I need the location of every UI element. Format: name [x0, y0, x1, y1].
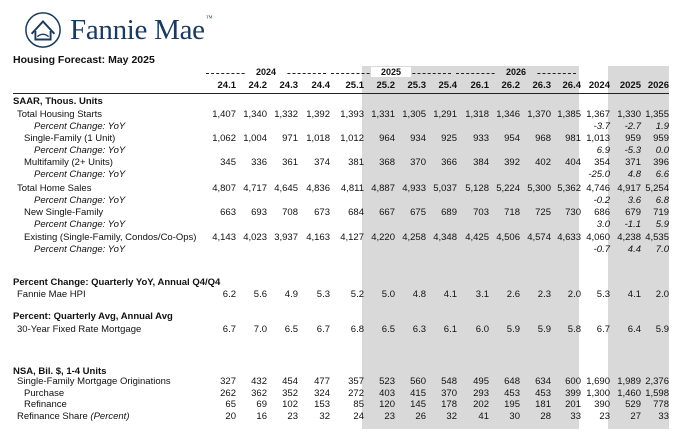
column-header-24-4: 24.4	[311, 80, 330, 91]
cell-value: 370	[410, 157, 426, 168]
row-label: Percent Change: YoY	[34, 195, 126, 206]
cell-value: 4.1	[443, 289, 457, 300]
cell-value: 415	[410, 388, 426, 399]
row-label: Single-Family (1 Unit)	[24, 133, 116, 144]
cell-value: 1,018	[306, 133, 330, 144]
cell-value: 2.6	[506, 289, 520, 300]
cell-value: 6.3	[412, 324, 426, 335]
cell-value: 6.4	[627, 324, 641, 335]
house-emblem-icon	[24, 11, 62, 49]
cell-value: 689	[441, 207, 457, 218]
row-label: Percent Change: YoY	[34, 121, 126, 132]
cell-value: 4,238	[617, 232, 641, 243]
cell-value: 454	[282, 376, 298, 387]
cell-value: 26	[415, 411, 426, 422]
row-label: Percent Change: YoY	[34, 145, 126, 156]
row-label: Purchase	[24, 388, 65, 399]
cell-value: 925	[441, 133, 457, 144]
column-header-25-2: 25.2	[376, 80, 395, 91]
cell-value: 5.2	[350, 289, 364, 300]
cell-value: 4,574	[527, 232, 551, 243]
cell-value: -2.7	[624, 121, 641, 132]
cell-value: 5.0	[381, 289, 395, 300]
cell-value: 354	[594, 157, 610, 168]
cell-value: 23	[599, 411, 610, 422]
cell-value: 971	[282, 133, 298, 144]
cell-value: 28	[540, 411, 551, 422]
cell-value: -3.7	[593, 121, 610, 132]
cell-value: 24	[353, 411, 364, 422]
cell-value: 1,012	[340, 133, 364, 144]
cell-value: 964	[379, 133, 395, 144]
row-label: Percent Change: YoY	[34, 169, 126, 180]
cell-value: 5.3	[316, 289, 330, 300]
cell-value: 5.8	[567, 324, 581, 335]
cell-value: 357	[348, 376, 364, 387]
cell-value: 371	[625, 157, 641, 168]
column-header-26-1: 26.1	[470, 80, 489, 91]
cell-value: 3.6	[627, 195, 641, 206]
cell-value: 381	[348, 157, 364, 168]
cell-value: 16	[256, 411, 267, 422]
cell-value: 560	[410, 376, 426, 387]
cell-value: 402	[535, 157, 551, 168]
cell-value: 1,407	[212, 109, 236, 120]
cell-value: 6.8	[350, 324, 364, 335]
cell-value: 3.1	[475, 289, 489, 300]
header-rule	[13, 93, 669, 94]
cell-value: 7.0	[253, 324, 267, 335]
year-group-2025: 2025	[331, 67, 451, 79]
cell-value: 32	[319, 411, 330, 422]
cell-value: 4.8	[412, 289, 426, 300]
cell-value: 384	[473, 157, 489, 168]
cell-value: 4,258	[402, 232, 426, 243]
cell-value: 195	[504, 399, 520, 410]
cell-value: 934	[410, 133, 426, 144]
cell-value: 4,060	[586, 232, 610, 243]
column-header-25-3: 25.3	[407, 80, 426, 91]
row-label: Refinance Share (Percent)	[17, 411, 130, 422]
cell-value: 4,425	[465, 232, 489, 243]
cell-value: 390	[594, 399, 610, 410]
row-label: NSA, Bil. $, 1-4 Units	[13, 366, 107, 377]
cell-value: 262	[220, 388, 236, 399]
cell-value: 4,836	[306, 183, 330, 194]
cell-value: 981	[565, 133, 581, 144]
cell-value: 6.7	[222, 324, 236, 335]
cell-value: 2.3	[537, 289, 551, 300]
cell-value: 718	[504, 207, 520, 218]
cell-value: -1.1	[624, 219, 641, 230]
cell-value: 6.7	[316, 324, 330, 335]
cell-value: 1,690	[586, 376, 610, 387]
cell-value: 725	[535, 207, 551, 218]
cell-value: 667	[379, 207, 395, 218]
cell-value: 4,807	[212, 183, 236, 194]
cell-value: 4.9	[284, 289, 298, 300]
cell-value: 370	[441, 388, 457, 399]
column-header-2024: 2024	[588, 80, 610, 91]
cell-value: 361	[282, 157, 298, 168]
cell-value: 2.0	[655, 289, 669, 300]
cell-value: 374	[314, 157, 330, 168]
cell-value: 1,318	[465, 109, 489, 120]
cell-value: 5.6	[253, 289, 267, 300]
cell-value: 30	[509, 411, 520, 422]
cell-value: 959	[625, 133, 641, 144]
cell-value: 1,340	[243, 109, 267, 120]
cell-value: 1,393	[340, 109, 364, 120]
cell-value: 959	[653, 133, 669, 144]
cell-value: 4,887	[371, 183, 395, 194]
cell-value: 2,376	[645, 376, 669, 387]
cell-value: 708	[282, 207, 298, 218]
cell-value: 673	[314, 207, 330, 218]
cell-value: 1.9	[655, 121, 669, 132]
cell-value: 23	[384, 411, 395, 422]
cell-value: 778	[653, 399, 669, 410]
cell-value: 6.0	[475, 324, 489, 335]
cell-value: 368	[379, 157, 395, 168]
cell-value: 600	[565, 376, 581, 387]
cell-value: 178	[441, 399, 457, 410]
cell-value: 730	[565, 207, 581, 218]
cell-value: 686	[594, 207, 610, 218]
cell-value: 684	[348, 207, 364, 218]
cell-value: 1,989	[617, 376, 641, 387]
cell-value: 5.9	[655, 324, 669, 335]
cell-value: 1,598	[645, 388, 669, 399]
column-header-26-2: 26.2	[501, 80, 520, 91]
column-header-24-3: 24.3	[279, 80, 298, 91]
row-label: Single-Family Mortgage Originations	[17, 376, 171, 387]
section-heading	[0, 96, 680, 109]
cell-value: 7.0	[655, 244, 669, 255]
cell-value: 85	[353, 399, 364, 410]
cell-value: 201	[565, 399, 581, 410]
cell-value: 4,645	[274, 183, 298, 194]
cell-value: 352	[282, 388, 298, 399]
row-label: SAAR, Thous. Units	[13, 96, 103, 107]
cell-value: 69	[256, 399, 267, 410]
column-header-26-4: 26.4	[562, 80, 581, 91]
cell-value: 4,933	[402, 183, 426, 194]
cell-value: 1,460	[617, 388, 641, 399]
cell-value: 33	[570, 411, 581, 422]
cell-value: 679	[625, 207, 641, 218]
cell-value: 5.3	[596, 289, 610, 300]
cell-value: 453	[535, 388, 551, 399]
cell-value: 548	[441, 376, 457, 387]
cell-value: 675	[410, 207, 426, 218]
cell-value: 1,305	[402, 109, 426, 120]
cell-value: -25.0	[588, 169, 610, 180]
row-label: Total Housing Starts	[17, 109, 103, 120]
row-label: New Single-Family	[24, 207, 104, 218]
cell-value: 1,385	[557, 109, 581, 120]
cell-value: 396	[653, 157, 669, 168]
cell-value: 5,128	[465, 183, 489, 194]
year-group-2026: 2026	[456, 67, 576, 79]
cell-value: 6.2	[222, 289, 236, 300]
table-row	[0, 411, 680, 424]
column-header-25-1: 25.1	[345, 80, 364, 91]
cell-value: 4,535	[645, 232, 669, 243]
cell-value: 4.1	[627, 289, 641, 300]
cell-value: 4,220	[371, 232, 395, 243]
cell-value: 4,506	[496, 232, 520, 243]
cell-value: 181	[535, 399, 551, 410]
cell-value: 523	[379, 376, 395, 387]
row-label: Fannie Mae HPI	[17, 289, 86, 300]
cell-value: 6.5	[381, 324, 395, 335]
cell-value: 102	[282, 399, 298, 410]
cell-value: 6.7	[596, 324, 610, 335]
cell-value: -0.2	[593, 195, 610, 206]
cell-value: 362	[251, 388, 267, 399]
cell-value: 5,362	[557, 183, 581, 194]
cell-value: 1,330	[617, 109, 641, 120]
cell-value: 392	[504, 157, 520, 168]
cell-value: -0.7	[593, 244, 610, 255]
cell-value: 293	[473, 388, 489, 399]
cell-value: 6.8	[655, 195, 669, 206]
row-label: Multifamily (2+ Units)	[24, 157, 113, 168]
cell-value: 4.8	[627, 169, 641, 180]
cell-value: 703	[473, 207, 489, 218]
cell-value: 4,348	[433, 232, 457, 243]
cell-value: 324	[314, 388, 330, 399]
cell-value: 6.9	[596, 145, 610, 156]
cell-value: 3,937	[274, 232, 298, 243]
table-row	[0, 289, 680, 302]
row-label: Percent Change: YoY	[34, 219, 126, 230]
cell-value: 6.5	[284, 324, 298, 335]
cell-value: 968	[535, 133, 551, 144]
cell-value: 41	[478, 411, 489, 422]
cell-value: 120	[379, 399, 395, 410]
row-label: Existing (Single-Family, Condos/Co-Ops)	[24, 232, 197, 243]
column-header-26-3: 26.3	[532, 80, 551, 91]
cell-value: 1,355	[645, 109, 669, 120]
cell-value: 345	[220, 157, 236, 168]
cell-value: 272	[348, 388, 364, 399]
cell-value: 954	[504, 133, 520, 144]
cell-value: 4,143	[212, 232, 236, 243]
cell-value: 4,127	[340, 232, 364, 243]
row-label: Percent Change: YoY	[34, 244, 126, 255]
cell-value: 65	[225, 399, 236, 410]
cell-value: 477	[314, 376, 330, 387]
cell-value: 634	[535, 376, 551, 387]
cell-value: 4,717	[243, 183, 267, 194]
cell-value: 5.9	[537, 324, 551, 335]
cell-value: 20	[225, 411, 236, 422]
cell-value: 399	[565, 388, 581, 399]
cell-value: 4.4	[627, 244, 641, 255]
row-label: Refinance	[24, 399, 67, 410]
column-header-2025: 2025	[619, 80, 641, 91]
cell-value: 153	[314, 399, 330, 410]
cell-value: 23	[287, 411, 298, 422]
row-label: Percent: Quarterly Avg, Annual Avg	[13, 311, 173, 322]
column-header-25-4: 25.4	[438, 80, 457, 91]
row-label: Total Home Sales	[17, 183, 92, 194]
document-title: Housing Forecast: May 2025	[13, 54, 155, 66]
cell-value: 1,370	[527, 109, 551, 120]
cell-value: 1,392	[306, 109, 330, 120]
cell-value: -5.3	[624, 145, 641, 156]
cell-value: 933	[473, 133, 489, 144]
cell-value: 3.0	[596, 219, 610, 230]
cell-value: 327	[220, 376, 236, 387]
cell-value: 1,367	[586, 109, 610, 120]
year-group-2024: 2024	[206, 67, 326, 79]
cell-value: 1,291	[433, 109, 457, 120]
cell-value: 6.6	[655, 169, 669, 180]
section-heading	[0, 311, 680, 324]
cell-value: 0.0	[655, 145, 669, 156]
fannie-mae-logo	[24, 11, 212, 49]
cell-value: 404	[565, 157, 581, 168]
cell-value: 4,917	[617, 183, 641, 194]
percent-change-row	[0, 219, 680, 232]
cell-value: 529	[625, 399, 641, 410]
table-row	[0, 324, 680, 337]
cell-value: 5,300	[527, 183, 551, 194]
cell-value: 1,300	[586, 388, 610, 399]
cell-value: 4,746	[586, 183, 610, 194]
cell-value: 648	[504, 376, 520, 387]
cell-value: 495	[473, 376, 489, 387]
cell-value: 5,224	[496, 183, 520, 194]
cell-value: 1,004	[243, 133, 267, 144]
cell-value: 33	[658, 411, 669, 422]
row-label: Percent Change: Quarterly YoY, Annual Q4/Q4	[13, 277, 221, 288]
cell-value: 693	[251, 207, 267, 218]
cell-value: 202	[473, 399, 489, 410]
cell-value: 4,023	[243, 232, 267, 243]
cell-value: 6.1	[443, 324, 457, 335]
cell-value: 5.9	[506, 324, 520, 335]
cell-value: 336	[251, 157, 267, 168]
cell-value: 1,332	[274, 109, 298, 120]
cell-value: 1,331	[371, 109, 395, 120]
cell-value: 1,062	[212, 133, 236, 144]
cell-value: 145	[410, 399, 426, 410]
cell-value: 1,013	[586, 133, 610, 144]
logo-wordmark: Fannie Mae™	[70, 13, 213, 46]
cell-value: 453	[504, 388, 520, 399]
cell-value: 432	[251, 376, 267, 387]
cell-value: 5,254	[645, 183, 669, 194]
percent-change-row	[0, 244, 680, 257]
cell-value: 403	[379, 388, 395, 399]
cell-value: 1,346	[496, 109, 520, 120]
cell-value: 4,811	[340, 183, 364, 194]
cell-value: 2.0	[567, 289, 581, 300]
cell-value: 5,037	[433, 183, 457, 194]
column-header-24-2: 24.2	[248, 80, 267, 91]
cell-value: 4,163	[306, 232, 330, 243]
row-label: 30-Year Fixed Rate Mortgage	[17, 324, 142, 335]
percent-change-row	[0, 169, 680, 182]
cell-value: 32	[446, 411, 457, 422]
column-header-24-1: 24.1	[217, 80, 236, 91]
cell-value: 663	[220, 207, 236, 218]
cell-value: 4,633	[557, 232, 581, 243]
cell-value: 5.9	[655, 219, 669, 230]
column-header-2026: 2026	[647, 80, 669, 91]
cell-value: 719	[653, 207, 669, 218]
cell-value: 27	[630, 411, 641, 422]
cell-value: 366	[441, 157, 457, 168]
